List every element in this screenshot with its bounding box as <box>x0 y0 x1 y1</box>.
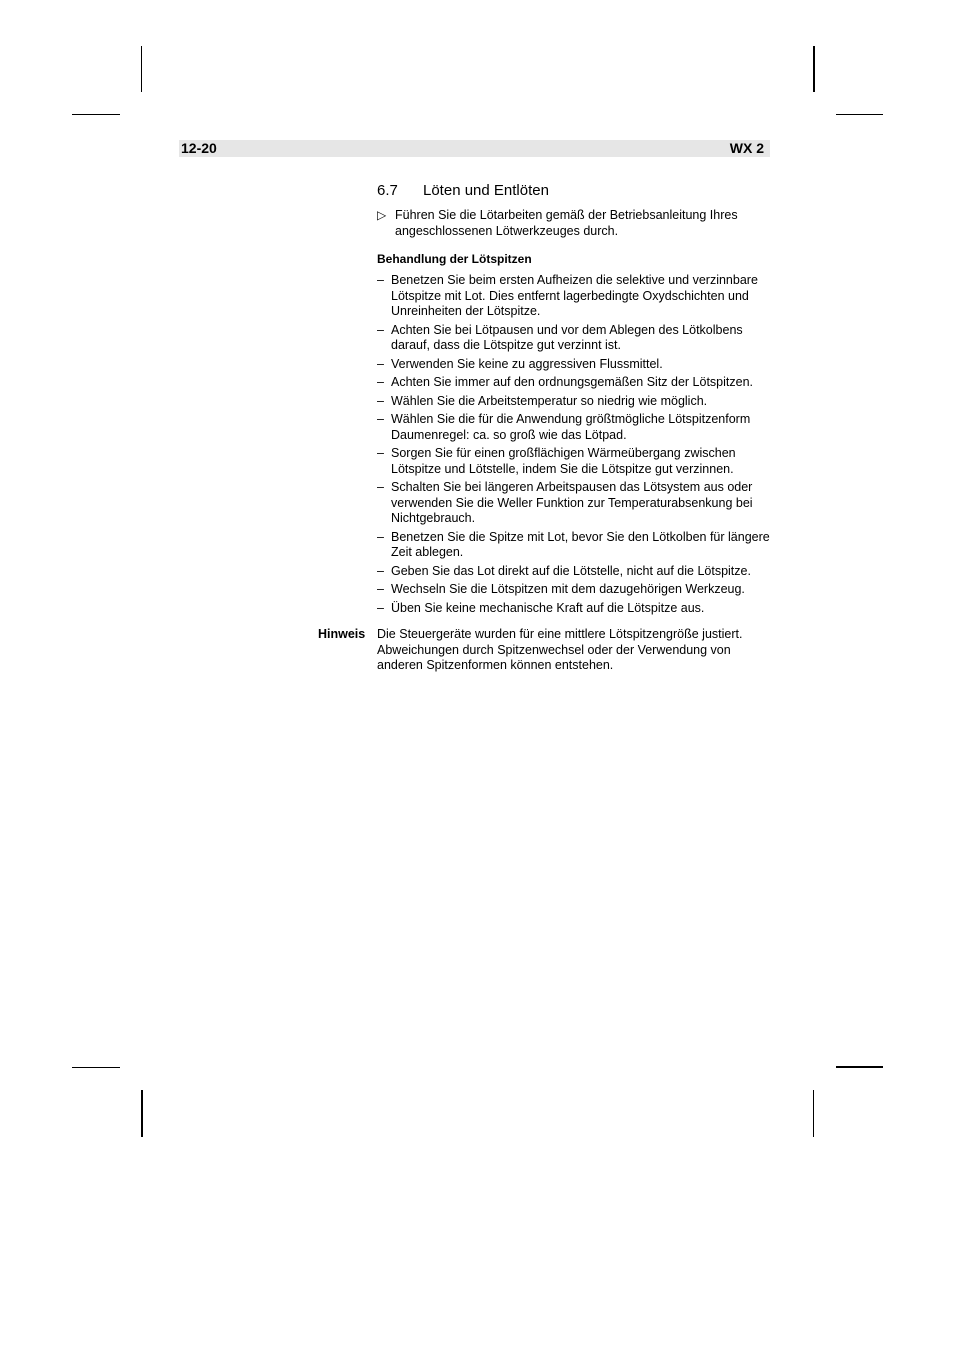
care-instructions-list <box>377 273 772 616</box>
dash-bullet: – <box>377 529 384 544</box>
list-item-text: Geben Sie das Lot direkt auf die Lötstelle, nicht auf die Lötspitze. <box>391 563 751 578</box>
list-item <box>377 564 772 580</box>
dash-bullet: – <box>377 273 384 287</box>
list-item-text: Wechseln Sie die Lötspitzen mit dem dazugehörigen Werkzeug. <box>391 582 745 596</box>
list-item-text: Benetzen Sie die Spitze mit Lot, bevor Sie den Lötkolben für längere Zeit ablegen. <box>391 529 770 559</box>
note-text: Die Steuergeräte wurden für eine mittlere Lötspitzengröße justiert. Abweichungen durch Spitzenwechsel oder der Verwendung von anderen Spitzenformen können entstehen. <box>377 627 743 672</box>
list-item <box>377 480 772 527</box>
list-item <box>377 412 772 443</box>
list-item <box>377 323 772 354</box>
list-item <box>377 394 772 410</box>
dash-bullet: – <box>377 412 384 426</box>
dash-bullet: – <box>377 582 384 596</box>
list-item-text: Benetzen Sie beim ersten Aufheizen die selektive und verzinnbare Lötspitze mit Lot. Dies entfernt lagerbedingte Oxydschichten und Unreinheiten der Lötspitze. <box>391 273 758 318</box>
action-text: Führen Sie die Lötarbeiten gemäß der Betriebsanleitung Ihres angeschlossenen Lötwerkzeuges durch. <box>395 208 738 238</box>
list-item <box>377 375 772 391</box>
dash-bullet: – <box>377 446 384 460</box>
crop-mark-top-left-vertical <box>141 46 142 92</box>
section-number: 6.7 <box>377 182 398 199</box>
subheading: Behandlung der Lötspitzen <box>377 252 532 266</box>
crop-mark-top-right-horizontal <box>836 114 883 115</box>
page-header-bar <box>179 140 770 157</box>
list-item <box>377 273 772 320</box>
crop-mark-top-right-vertical <box>813 46 815 92</box>
list-item-text: Verwenden Sie keine zu aggressiven Flussmittel. <box>391 356 663 371</box>
list-item <box>377 582 772 598</box>
list-item-text: Wählen Sie die für die Anwendung größtmögliche Lötspitzenform Daumenregel: ca. so groß wie das Lötpad. <box>391 412 751 442</box>
list-item-text: Üben Sie keine mechanische Kraft auf die Lötspitze aus. <box>391 600 705 615</box>
crop-mark-bottom-right-vertical <box>813 1090 814 1137</box>
crop-mark-bottom-right-horizontal <box>836 1066 883 1068</box>
play-triangle-icon: ▷ <box>377 208 387 222</box>
section-content <box>377 180 772 619</box>
list-item-text: Wählen Sie die Arbeitstemperatur so niedrig wie möglich. <box>391 393 708 408</box>
list-item <box>377 357 772 373</box>
dash-bullet: – <box>377 356 384 371</box>
dash-bullet: – <box>377 480 384 494</box>
dash-bullet: – <box>377 563 384 578</box>
list-item-text: Schalten Sie bei längeren Arbeitspausen das Lötsystem aus oder verwenden Sie die Weller Funktion zur Temperaturabsenkung bei Nichtgebrauch. <box>391 480 753 525</box>
action-step <box>377 208 772 239</box>
section-heading <box>377 180 772 202</box>
list-item-text: Sorgen Sie für einen großflächigen Wärmeübergang zwischen Lötspitze und Lötstelle, indem Sie die Lötspitze gut verzinnen. <box>391 446 736 476</box>
dash-bullet: – <box>377 393 384 408</box>
dash-bullet: – <box>377 322 384 337</box>
note-label: Hinweis <box>318 627 366 641</box>
product-name: WX 2 <box>729 140 764 156</box>
crop-mark-bottom-left-vertical <box>141 1090 143 1137</box>
list-item <box>377 530 772 561</box>
section-title: Löten und Entlöten <box>423 182 549 199</box>
crop-mark-top-left-horizontal <box>72 114 120 115</box>
crop-mark-bottom-left-horizontal <box>72 1067 120 1068</box>
page-number: 12-20 <box>181 140 217 156</box>
list-item <box>377 446 772 477</box>
list-item-text: Achten Sie immer auf den ordnungsgemäßen Sitz der Lötspitzen. <box>391 375 754 389</box>
dash-bullet: – <box>377 375 384 389</box>
list-item <box>377 601 772 617</box>
list-item-text: Achten Sie bei Lötpausen und vor dem Ablegen des Lötkolbens darauf, dass die Lötspitze gut verzinnt ist. <box>391 322 743 352</box>
dash-bullet: – <box>377 600 384 615</box>
